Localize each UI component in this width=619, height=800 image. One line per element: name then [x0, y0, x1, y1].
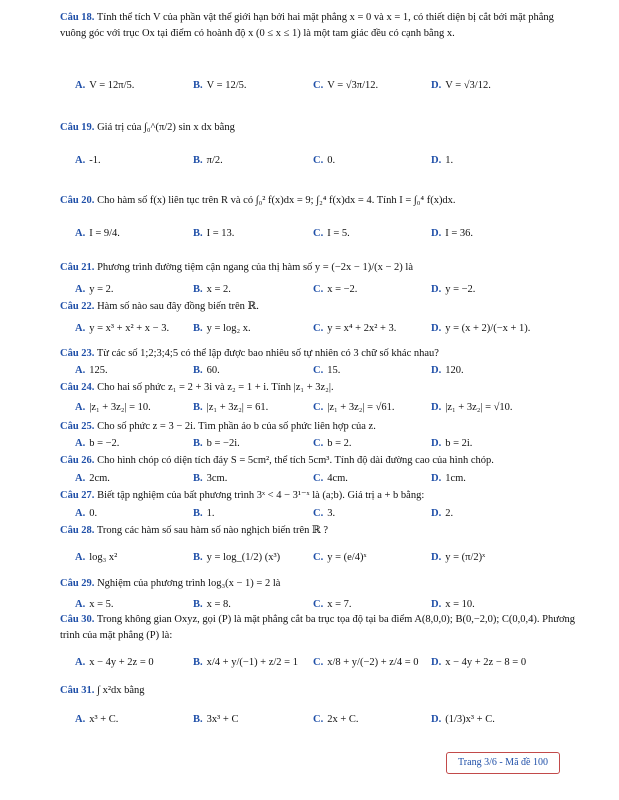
question-text: ∫ x²dx bằng	[97, 685, 145, 696]
question-18	[60, 10, 580, 42]
option-a: A. 0.	[75, 508, 98, 519]
question-number: Câu 19.	[60, 122, 95, 133]
question-text: Tính thể tích V của phần vật thể giới hạn bởi hai mặt phẳng x = 0 và x = 1, có thiết diện bị cắt bởi mặt phẳng vuông góc với trục Ox tại điểm có hoành độ x (0 ≤ x ≤ 1) là một tam giác đều có cạnh bằng x.	[60, 12, 554, 39]
option-b: B. |z₁ + 3z₂| = 61.	[193, 402, 269, 413]
option-c: C. 0.	[313, 155, 336, 166]
options-29	[75, 597, 575, 613]
options-26	[75, 471, 575, 487]
option-c: C. y = x⁴ + 2x² + 3.	[313, 323, 397, 334]
options-25	[75, 436, 575, 452]
option-c: C. I = 5.	[313, 228, 350, 239]
options-20	[75, 226, 575, 242]
option-b: B. 1.	[193, 508, 215, 519]
option-a: A. 125.	[75, 365, 108, 376]
question-number: Câu 30.	[60, 614, 95, 625]
question-text: Biết tập nghiệm của bất phương trình 3ˣ < 4 − 3¹⁻ˣ là (a;b). Giá trị a + b bằng:	[97, 490, 425, 501]
option-c: C. x/8 + y/(−2) + z/4 = 0	[313, 657, 419, 668]
option-a: A. x − 4y + 2z = 0	[75, 657, 154, 668]
option-b: B. x/4 + y/(−1) + z/2 = 1	[193, 657, 298, 668]
option-c: C. |z₁ + 3z₂| = √61.	[313, 402, 395, 413]
options-23	[75, 363, 575, 379]
option-a: A. y = 2.	[75, 284, 114, 295]
question-text: Nghiệm của phương trình log₃(x − 1) = 2 là	[97, 578, 281, 589]
option-d: D. (1/3)x³ + C.	[431, 714, 495, 725]
question-number: Câu 22.	[60, 301, 95, 312]
option-a: A. log₃ x²	[75, 552, 118, 563]
question-text: Phương trình đường tiệm cận ngang của thị hàm số y = (−2x − 1)/(x − 2) là	[97, 262, 413, 273]
question-number: Câu 29.	[60, 578, 95, 589]
question-number: Câu 31.	[60, 685, 95, 696]
question-number: Câu 18.	[60, 12, 95, 23]
question-number: Câu 24.	[60, 382, 95, 393]
question-24	[60, 380, 580, 396]
option-c: C. V = √3π/12.	[313, 80, 379, 91]
question-20	[60, 193, 580, 209]
option-b: B. x = 2.	[193, 284, 231, 295]
options-18	[75, 78, 575, 94]
option-b: B. 3cm.	[193, 473, 228, 484]
question-number: Câu 25.	[60, 421, 95, 432]
question-27	[60, 488, 580, 504]
option-d: D. 120.	[431, 365, 464, 376]
option-a: A. y = x³ + x² + x − 3.	[75, 323, 170, 334]
option-d: D. 1.	[431, 155, 454, 166]
option-d: D. x = 10.	[431, 599, 475, 610]
option-c: C. x = 7.	[313, 599, 352, 610]
question-number: Câu 28.	[60, 525, 95, 536]
question-30	[60, 612, 580, 644]
option-b: B. π/2.	[193, 155, 223, 166]
question-number: Câu 23.	[60, 348, 95, 359]
option-b: B. y = log_(1/2) (x³)	[193, 552, 281, 563]
question-text: Giá trị của ∫₀^(π/2) sin x dx bằng	[97, 122, 235, 133]
question-number: Câu 21.	[60, 262, 95, 273]
question-26	[60, 453, 580, 469]
options-27	[75, 506, 575, 522]
option-b: B. y = log₂ x.	[193, 323, 251, 334]
question-19	[60, 120, 580, 136]
question-22	[60, 299, 580, 315]
question-28	[60, 523, 580, 539]
option-a: A. b = −2.	[75, 438, 120, 449]
options-28	[75, 550, 575, 566]
option-d: D. y = −2.	[431, 284, 476, 295]
option-a: A. 2cm.	[75, 473, 110, 484]
question-number: Câu 20.	[60, 195, 95, 206]
option-d: D. |z₁ + 3z₂| = √10.	[431, 402, 513, 413]
option-c: C. 15.	[313, 365, 341, 376]
question-text: Trong các hàm số sau hàm số nào nghịch biến trên ℝ ?	[96, 525, 328, 536]
question-text: Cho số phức z = 3 − 2i. Tìm phần ảo b của số phức liên hợp của z.	[97, 421, 376, 432]
option-c: C. 4cm.	[313, 473, 348, 484]
option-c: C. 3.	[313, 508, 336, 519]
option-d: D. 1cm.	[431, 473, 466, 484]
page-footer: Trang 3/6 - Mã đề 100	[446, 752, 560, 774]
option-c: C. y = (e/4)ˣ	[313, 552, 367, 563]
option-a: A. x = 5.	[75, 599, 114, 610]
option-a: A. |z₁ + 3z₂| = 10.	[75, 402, 151, 413]
options-31	[75, 712, 575, 728]
option-b: B. 60.	[193, 365, 220, 376]
options-21	[75, 282, 575, 298]
option-d: D. y = (x + 2)/(−x + 1).	[431, 323, 531, 334]
option-b: B. V = 12/5.	[193, 80, 247, 91]
question-text: Hàm số nào sau đây đồng biến trên ℝ.	[97, 301, 259, 312]
question-23	[60, 346, 580, 362]
question-text: Cho hai số phức z₁ = 2 + 3i và z₂ = 1 + i. Tính |z₁ + 3z₂|.	[97, 382, 334, 393]
option-d: D. 2.	[431, 508, 454, 519]
option-d: D. V = √3/12.	[431, 80, 491, 91]
options-22	[75, 321, 575, 337]
question-text: Cho hàm số f(x) liên tục trên R và có ∫₀² f(x)dx = 9; ∫₂⁴ f(x)dx = 4. Tính I = ∫₀⁴ f(x)dx.	[97, 195, 456, 206]
option-c: C. 2x + C.	[313, 714, 359, 725]
question-29	[60, 576, 580, 592]
question-text: Cho hình chóp có diện tích đáy S = 5cm², thể tích 5cm³. Tính độ dài đường cao của hình chóp.	[97, 455, 494, 466]
option-a: A. -1.	[75, 155, 101, 166]
option-b: B. I = 13.	[193, 228, 235, 239]
option-c: C. x = −2.	[313, 284, 358, 295]
option-a: A. I = 9/4.	[75, 228, 120, 239]
option-b: B. 3x³ + C	[193, 714, 239, 725]
question-21	[60, 260, 580, 276]
question-number: Câu 27.	[60, 490, 95, 501]
option-d: D. b = 2i.	[431, 438, 473, 449]
options-19	[75, 153, 575, 169]
question-text: Từ các số 1;2;3;4;5 có thể lập được bao nhiêu số tự nhiên có 3 chữ số khác nhau?	[96, 348, 439, 359]
question-31	[60, 683, 580, 699]
option-b: B. x = 8.	[193, 599, 231, 610]
options-24	[75, 400, 575, 416]
question-25	[60, 419, 580, 435]
options-30	[75, 655, 575, 671]
option-a: A. V = 12π/5.	[75, 80, 135, 91]
option-b: B. b = −2i.	[193, 438, 240, 449]
question-text: Trong không gian Oxyz, gọi (P) là mặt phẳng cắt ba trục tọa độ tại ba điểm A(8,0,0); B(0,−2,0); C(0,0,4). Phương trình của mặt phẳng (P) là:	[60, 614, 575, 641]
option-d: D. y = (π/2)ˣ	[431, 552, 486, 563]
option-c: C. b = 2.	[313, 438, 352, 449]
option-d: D. I = 36.	[431, 228, 474, 239]
question-number: Câu 26.	[60, 455, 95, 466]
option-a: A. x³ + C.	[75, 714, 119, 725]
option-d: D. x − 4y + 2z − 8 = 0	[431, 657, 527, 668]
